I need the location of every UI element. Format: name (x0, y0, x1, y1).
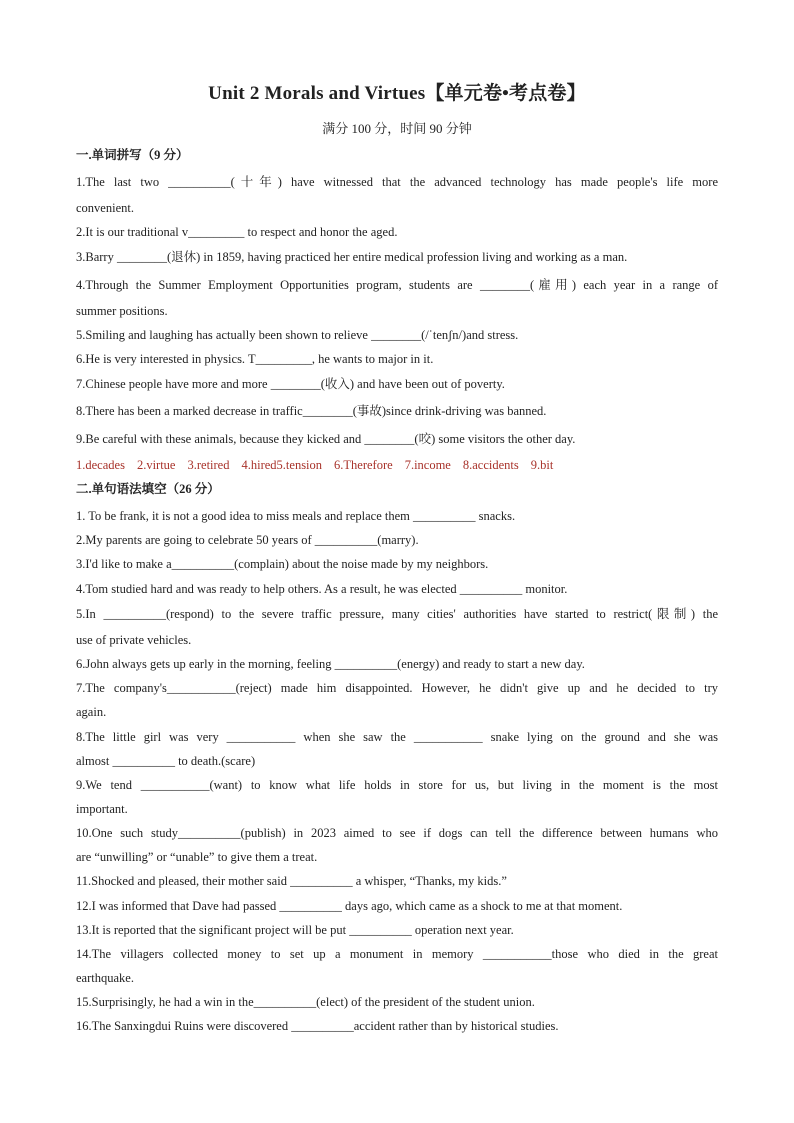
s2-q7-line1: 7.The company's___________(reject) made him disappointed. However, he didn't give up and he decided to try (76, 681, 718, 695)
answer-6: 6.Therefore (334, 458, 393, 472)
s2-q12: 12.I was informed that Dave had passed __________ days ago, which came as a shock to me at that moment. (76, 899, 623, 913)
s1-q8: 8.There has been a marked decrease in traffic________(事故)since drink-driving was banned. (76, 404, 547, 418)
s2-q9-line1: 9.We tend ___________(want) to know what life holds in store for us, but living in the moment is the most (76, 778, 718, 792)
s2-q11: 11.Shocked and pleased, their mother said __________ a whisper, “Thanks, my kids.” (76, 874, 507, 888)
s2-q8-line1: 8.The little girl was very ___________ when she saw the ___________ snake lying on the ground and she was (76, 730, 718, 744)
s2-q14-line1: 14.The villagers collected money to set up a monument in memory ___________those who died in the great (76, 947, 718, 961)
s1-q1-line2: convenient. (76, 201, 134, 215)
s1-q9: 9.Be careful with these animals, because they kicked and ________(咬) some visitors the other day. (76, 432, 576, 446)
s2-q4: 4.Tom studied hard and was ready to help others. As a result, he was elected __________ monitor. (76, 582, 568, 596)
answer-2: 2.virtue (136, 458, 176, 472)
s1-answer-key (76, 457, 718, 473)
answer-7: 7.income (404, 458, 451, 472)
s1-q4-line1: 4.Through the Summer Employment Opportunities program, students are ________(雇用) each year in a range of (76, 278, 718, 292)
answer-1: 1.decades (76, 458, 125, 472)
section1-heading: 一.单词拼写（9 分） (76, 148, 189, 162)
s2-q9-line2: important. (76, 802, 128, 816)
s2-q6: 6.John always gets up early in the morning, feeling __________(energy) and ready to start a new day. (76, 657, 585, 671)
s2-q13: 13.It is reported that the significant project will be put __________ operation next year. (76, 923, 514, 937)
s1-q4-line2: summer positions. (76, 304, 168, 318)
s2-q2: 2.My parents are going to celebrate 50 years of __________(marry). (76, 533, 419, 547)
s1-q5: 5.Smiling and laughing has actually been shown to relieve ________(/ˈtenʃn/)and stress. (76, 328, 519, 342)
section2-heading: 二.单句语法填空（26 分） (76, 482, 220, 496)
s2-q1: 1. To be frank, it is not a good idea to miss meals and replace them __________ snacks. (76, 509, 516, 523)
answer-8: 8.accidents (462, 458, 519, 472)
s2-q5-line2: use of private vehicles. (76, 633, 192, 647)
s1-q6: 6.He is very interested in physics. T_________, he wants to major in it. (76, 352, 434, 366)
s1-q7: 7.Chinese people have more and more ________(收入) and have been out of poverty. (76, 377, 505, 391)
s2-q8-line2: almost __________ to death.(scare) (76, 754, 256, 768)
answer-4-5: 4.hired5.tension (241, 458, 323, 472)
s2-q15: 15.Surprisingly, he had a win in the__________(elect) of the president of the student union. (76, 995, 535, 1009)
answer-3: 3.retired (187, 458, 230, 472)
page-subtitle: 满分 100 分，时间 90 分钟 (322, 121, 472, 136)
s2-q5-line1: 5.In __________(respond) to the severe traffic pressure, many cities' authorities have started to restrict(限制) the (76, 607, 718, 621)
s2-q7-line2: again. (76, 705, 107, 719)
s2-q10-line1: 10.One such study__________(publish) in 2023 aimed to see if dogs can tell the difference between humans who (76, 826, 718, 840)
answer-9: 9.bit (530, 458, 554, 472)
s2-q16: 16.The Sanxingdui Ruins were discovered __________accident rather than by historical studies. (76, 1019, 559, 1033)
s2-q3: 3.I'd like to make a__________(complain) about the noise made by my neighbors. (76, 557, 489, 571)
s2-q14-line2: earthquake. (76, 971, 134, 985)
s2-q10-line2: are “unwilling” or “unable” to give them a treat. (76, 850, 318, 864)
s1-q3: 3.Barry ________(退休) in 1859, having practiced her entire medical profession living and working as a man. (76, 250, 628, 264)
s1-q2: 2.It is our traditional v_________ to respect and honor the aged. (76, 225, 398, 239)
s1-q1-line1: 1.The last two __________(十年) have witnessed that the advanced technology has made people's life more (76, 175, 718, 189)
page-title: Unit 2 Morals and Virtues【单元卷•考点卷】 (208, 83, 586, 104)
